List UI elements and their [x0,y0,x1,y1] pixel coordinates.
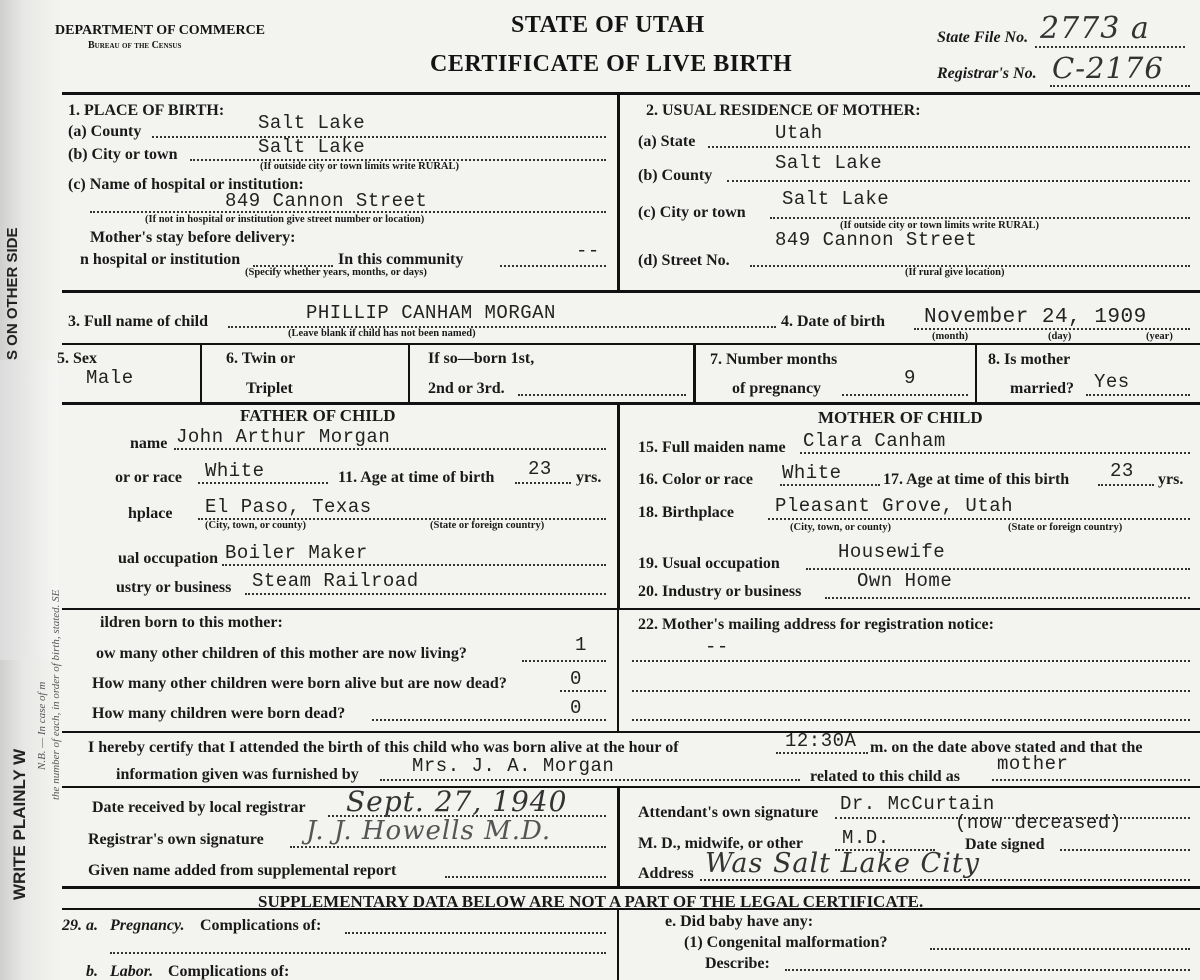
dob-year: (year) [1146,331,1173,342]
mailing-label: 22. Mother's mailing address for registration notice: [638,616,994,633]
certificate-title: CERTIFICATE OF LIVE BIRTH [430,51,793,77]
father-age-value: 23 [528,458,552,480]
county-label: (a) County [68,123,142,140]
father-bp-note-1: (City, town, or county) [205,520,307,531]
residence-heading: 2. USUAL RESIDENCE OF MOTHER: [646,102,921,119]
describe-label: Describe: [705,955,770,972]
mother-bp-note-2: (State or foreign country) [1008,522,1123,533]
related-label: related to this child as [810,768,960,785]
mailing-value: -- [705,636,729,658]
note-side-text: N.B. — In case of m [36,681,48,770]
child-name-label: 3. Full name of child [68,313,209,330]
months-value: 9 [904,367,916,389]
dob-label: 4. Date of birth [781,313,885,330]
registrar-signature-value: J. J. Howells M.D. [306,816,552,846]
children-dead-value: 0 [570,668,582,690]
attendant-signature-label: Attendant's own signature [638,804,819,821]
write-plainly-side-text: WRITE PLAINLY W [10,748,29,900]
married-label: 8. Is mother [988,351,1071,368]
hospital-note: (If not in hospital or institution give street number or location) [145,214,425,225]
labor-num: b. [86,963,98,980]
born-order-label-2: 2nd or 3rd. [428,380,505,397]
father-bp-note-2: (State or foreign country) [430,520,545,531]
mother-heading: MOTHER OF CHILD [818,408,983,427]
divider-parents [617,402,620,608]
children-stillborn-label: How many children were born dead? [92,705,346,722]
dob-month: (month) [932,331,969,342]
mother-age-unit: yrs. [1158,471,1184,488]
pregnancy-label: of pregnancy [732,380,822,397]
children-living-label: ow many other children of this mother are now living? [96,645,467,662]
state-file-label: State File No. [937,29,1029,46]
father-name-label: name [130,435,168,452]
stay-note: (Specify whether years, months, or days) [245,267,427,278]
res-street-note: (If rural give location) [905,267,1005,278]
res-county-label: (b) County [638,167,713,184]
mother-occupation-value: Housewife [838,541,946,563]
city-label: (b) City or town [68,146,178,163]
attendant-signature-value: Dr. McCurtain [840,793,995,815]
certify-text-2: m. on the date above stated and that the [870,739,1143,756]
sex-label: 5. Sex [57,350,97,367]
informant-value: Mrs. J. A. Morgan [412,755,615,777]
res-state-value: Utah [775,122,823,144]
father-age-label: 11. Age at time of birth [338,469,495,486]
rule-parents [62,608,1200,610]
md-label: M. D., midwife, or other [638,835,803,852]
state-file-value: 2773 a [1040,11,1150,46]
rule-header [62,92,1200,95]
place-of-birth-heading: 1. PLACE OF BIRTH: [68,102,225,119]
mother-name-label: 15. Full maiden name [638,439,786,456]
divider-place [617,92,620,290]
res-street-label: (d) Street No. [638,252,730,269]
malformation-label: (1) Congenital malformation? [684,934,888,951]
certify-text-3: information given was furnished by [116,766,359,783]
father-birthplace-value: El Paso, Texas [205,496,372,518]
city-note: (If outside city or town limits write RURAL) [260,161,459,172]
date-signed-label: Date signed [965,836,1045,853]
born-order-label: If so—born 1st, [428,350,535,367]
address-value: Was Salt Lake City [705,848,980,879]
father-occupation-label: ual occupation [118,550,219,567]
father-name-value: John Arthur Morgan [176,426,391,448]
stay-community-label: In this community [338,251,464,268]
other-side-text: S ON OTHER SIDE [4,227,21,360]
res-city-note: (If outside city or town limits write RURAL) [840,220,1039,231]
children-stillborn-value: 0 [570,697,582,719]
res-street-value: 849 Cannon Street [775,229,978,251]
note2-side-text: the number of each, in order of birth, stated. SE [50,589,62,800]
rule-signatures [62,886,1200,889]
child-name-value: PHILLIP CANHAM MORGAN [306,302,556,324]
children-heading: ildren born to this mother: [100,614,283,631]
labor-complications-label: Complications of: [168,963,290,980]
pregnancy-num: 29. a. [62,917,98,934]
mother-bp-note-1: (City, town, or county) [790,522,892,533]
children-living-value: 1 [575,634,587,656]
department-label: DEPARTMENT OF COMMERCE [55,23,266,38]
mother-industry-label: 20. Industry or business [638,583,802,600]
registrar-no-value: C-2176 [1052,51,1164,85]
registrar-no-label: Registrar's No. [937,65,1037,82]
date-received-label: Date received by local registrar [92,799,306,816]
dob-value: November 24, 1909 [924,306,1147,329]
rule-children [62,731,1200,733]
mother-age-label: 17. Age at time of this birth [883,471,1070,488]
res-county-value: Salt Lake [775,152,883,174]
child-name-note: (Leave blank if child has not been named) [288,328,476,339]
mother-age-value: 23 [1110,460,1134,482]
mother-color-value: White [782,462,842,484]
children-dead-label: How many other children were born alive but are now dead? [92,675,507,692]
res-state-label: (a) State [638,133,696,150]
father-heading: FATHER OF CHILD [240,406,396,425]
address-label: Address [638,865,694,882]
father-birthplace-label: hplace [128,505,173,522]
rule-place [62,290,1200,293]
given-name-label: Given name added from supplemental report [88,862,397,879]
supplementary-heading: SUPPLEMENTARY DATA BELOW ARE NOT A PART OF THE LEGAL CERTIFICATE. [258,892,924,911]
county-value: Salt Lake [258,112,366,134]
stay-hospital-label: n hospital or institution [80,251,241,268]
mother-birthplace-value: Pleasant Grove, Utah [775,495,1014,517]
registrar-signature-label: Registrar's own signature [88,831,264,848]
stay-community-value: -- [576,240,600,262]
city-value: Salt Lake [258,136,366,158]
rule-name [62,343,1200,345]
months-label: 7. Number months [710,351,838,368]
married-value: Yes [1094,371,1130,393]
father-color-value: White [205,460,265,482]
mother-occupation-label: 19. Usual occupation [638,555,780,572]
married-label-2: married? [1010,380,1074,397]
twin-label: 6. Twin or [226,350,296,367]
dob-day: (day) [1048,331,1072,342]
mother-birthplace-label: 18. Birthplace [638,504,734,521]
mother-industry-value: Own Home [857,570,953,592]
hospital-label: (c) Name of hospital or institution: [68,176,304,193]
rule-stats [62,402,1200,405]
father-industry-label: ustry or business [116,579,232,596]
res-city-value: Salt Lake [782,188,890,210]
pregnancy-complications-label: Complications of: [200,917,322,934]
certify-hour-value: 12:30A [785,730,857,752]
rule-certify [62,786,1200,788]
related-value: mother [997,753,1069,775]
father-color-label: or or race [115,469,182,486]
mothers-stay-label: Mother's stay before delivery: [90,229,296,246]
mother-color-label: 16. Color or race [638,471,753,488]
baby-had-label: e. Did baby have any: [665,913,814,930]
triplet-label: Triplet [246,380,293,397]
bureau-label: Bureau of the Census [88,40,182,51]
hospital-value: 849 Cannon Street [225,190,428,212]
deceased-note: (now deceased) [955,812,1122,834]
pregnancy-label: Pregnancy. [110,917,185,934]
sex-value: Male [86,367,134,389]
md-value: M.D. [842,827,890,849]
state-title: STATE OF UTAH [511,12,705,38]
labor-label: Labor. [110,963,154,980]
father-industry-value: Steam Railroad [252,570,419,592]
mother-name-value: Clara Canham [803,430,946,452]
father-age-unit: yrs. [576,469,602,486]
certify-text: I hereby certify that I attended the birth of this child who was born alive at the hour of [88,739,679,756]
res-city-label: (c) City or town [638,204,746,221]
date-received-value: Sept. 27, 1940 [346,785,568,818]
father-occupation-value: Boiler Maker [225,542,368,564]
